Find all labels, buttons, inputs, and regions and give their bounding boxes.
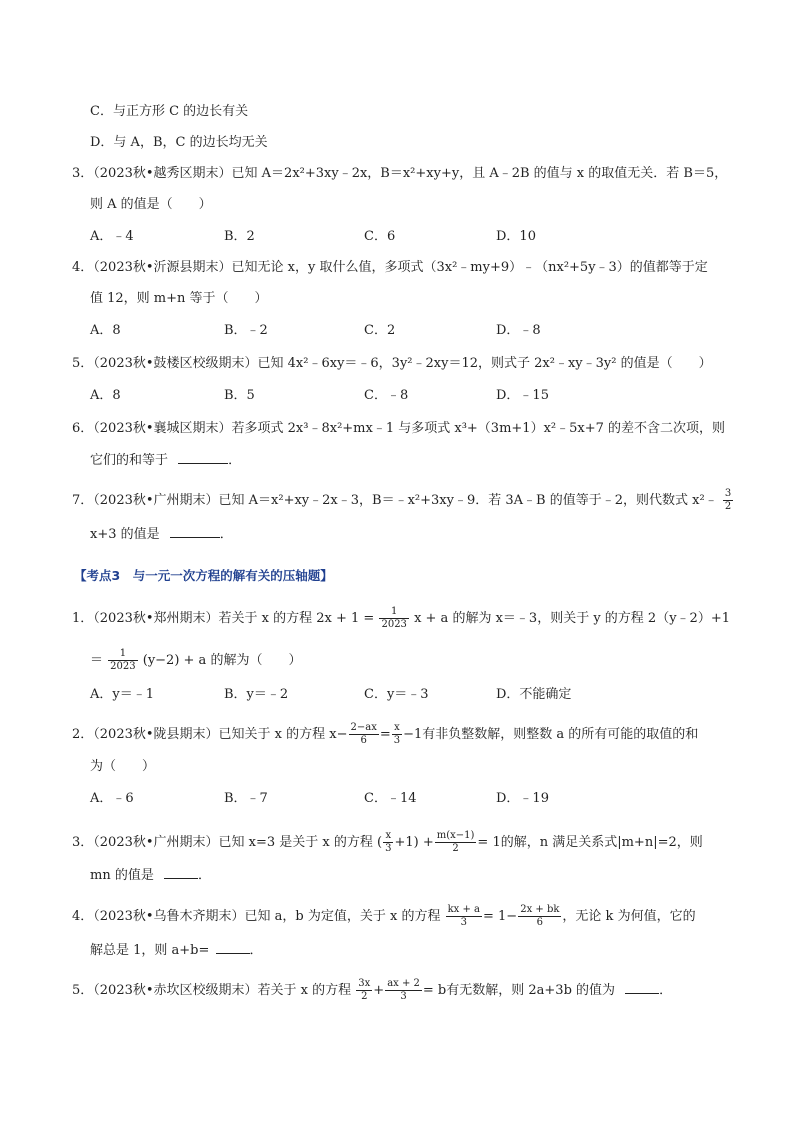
question-3-line-1: 3．（2023秋•越秀区期末）已知 A＝2x²+3xy﹣2x，B＝x²+xy+y，且 A﹣2B 的值与 x 的取值无关．若 B＝5， bbox=[72, 166, 728, 181]
fraction: $\frac{3x}{2}$ bbox=[358, 978, 371, 1002]
text: 有非负整数解，则整数 a 的所有可能的取值的和 bbox=[422, 727, 699, 742]
period: ． bbox=[249, 943, 263, 958]
text: 的解为 x＝﹣3，则关于 y 的方程 2（y﹣2）+1 bbox=[452, 611, 730, 626]
text: 的解为（ ） bbox=[210, 653, 302, 668]
period: ． bbox=[197, 868, 211, 883]
answer-blank[interactable] bbox=[170, 525, 220, 538]
text: 3．（2023秋•广州期末）已知 x=3 是关于 x 的方程 bbox=[72, 835, 373, 850]
s3-question-2-line-2: 为（ ） bbox=[90, 759, 156, 774]
question-7-text: 7．（2023秋•广州期末）已知 A＝x²+xy﹣2x﹣3，B＝﹣x²+3xy﹣9．若 3A﹣B 的值等于﹣2，则代数式 x²﹣ bbox=[72, 493, 718, 508]
option: C．﹣14 bbox=[364, 791, 417, 806]
period: ． bbox=[228, 453, 242, 468]
period: ． bbox=[219, 527, 233, 542]
s3-question-3-line-2 bbox=[90, 866, 211, 885]
equation: = 1− bbox=[483, 909, 518, 924]
equation: x− bbox=[329, 727, 348, 742]
option-d: D．与 A，B，C 的边长均无关 bbox=[90, 135, 268, 150]
fraction: $\frac{x}{3}$ bbox=[393, 722, 401, 746]
equation: 2x + 1 = bbox=[316, 611, 375, 626]
text: 5．（2023秋•赤坎区校级期末）若关于 x 的方程 bbox=[72, 983, 352, 998]
fraction: $\frac{ax + 2}{3}$ bbox=[387, 978, 420, 1002]
option: A．y＝﹣1 bbox=[90, 687, 155, 702]
question-6-line-1: 6．（2023秋•襄城区期末）若多项式 2x³﹣8x²+mx﹣1 与多项式 x³+（3m+1）x²﹣5x+7 的差不含二次项，则 bbox=[72, 421, 726, 436]
question-5-line-1: 5．（2023秋•鼓楼区校级期末）已知 4x²﹣6xy＝﹣6，3y²﹣2xy＝12，则式子 2x²﹣xy﹣3y² 的值是（ ） bbox=[72, 356, 712, 371]
option: C．6 bbox=[364, 229, 396, 244]
text: 有无数解，则 2a+3b 的值为 bbox=[446, 983, 616, 998]
question-4-line-2: 值 12，则 m+n 等于（ ） bbox=[90, 291, 268, 306]
answer-blank[interactable] bbox=[216, 941, 250, 954]
section-title: 【考点3 与一元一次方程的解有关的压轴题】 bbox=[74, 568, 333, 583]
question-7-text-2: x+3 的值是 bbox=[90, 527, 160, 542]
equation: −1 bbox=[403, 727, 423, 742]
equation: ( bbox=[377, 835, 383, 850]
option: D．不能确定 bbox=[496, 687, 572, 702]
option: B．5 bbox=[224, 388, 255, 403]
option: D．10 bbox=[496, 229, 536, 244]
s3-question-1-line-2 bbox=[90, 648, 301, 673]
text: 1．（2023秋•郑州期末）若关于 x 的方程 bbox=[72, 611, 313, 626]
option: D．﹣8 bbox=[496, 323, 541, 338]
equation: + bbox=[373, 983, 385, 998]
question-7-line-2 bbox=[90, 525, 233, 544]
period: ． bbox=[659, 983, 673, 998]
s3-question-3-line-1 bbox=[72, 830, 703, 855]
fraction: $\frac{2-ax}{6}$ bbox=[350, 722, 377, 746]
text: 2．（2023秋•陇县期末）已知关于 x 的方程 bbox=[72, 727, 326, 742]
s3-question-4-line-1 bbox=[72, 904, 696, 929]
question-7-line-1 bbox=[72, 488, 734, 513]
fraction: $\frac{1}{2023}$ bbox=[110, 648, 136, 672]
option: A．8 bbox=[90, 323, 121, 338]
fraction: $\frac{x}{3}$ bbox=[385, 830, 392, 854]
text: 的解，n 满足关系式|m+n|=2，则 bbox=[500, 835, 703, 850]
s3-question-5-line-1 bbox=[72, 978, 672, 1003]
equation: = 1 bbox=[477, 835, 501, 850]
equation: (y−2) + a bbox=[142, 653, 207, 668]
text: 解总是 1，则 a+b= bbox=[90, 943, 210, 958]
option: D．﹣19 bbox=[496, 791, 549, 806]
question-6-line-2 bbox=[90, 451, 241, 470]
option: B．2 bbox=[224, 229, 255, 244]
equation: = bbox=[379, 727, 391, 742]
equation: +1) + bbox=[394, 835, 434, 850]
option: A．﹣4 bbox=[90, 229, 134, 244]
question-4-line-1: 4．（2023秋•沂源县期末）已知无论 x，y 取什么值，多项式（3x²﹣my+9）﹣（nx²+5y﹣3）的值都等于定 bbox=[72, 260, 708, 275]
answer-blank[interactable] bbox=[164, 866, 198, 879]
option: A．8 bbox=[90, 388, 121, 403]
fraction: $\frac{kx + a}{3}$ bbox=[447, 904, 481, 928]
answer-blank[interactable] bbox=[625, 981, 659, 994]
question-6-text: 它们的和等于 bbox=[90, 453, 169, 468]
question-3-line-2: 则 A 的值是（ ） bbox=[90, 197, 212, 212]
option: C．y＝﹣3 bbox=[364, 687, 429, 702]
fraction: $\frac{2x + bk}{6}$ bbox=[520, 904, 560, 928]
equation: = b bbox=[422, 983, 447, 998]
option: C．2 bbox=[364, 323, 396, 338]
s3-question-4-line-2 bbox=[90, 941, 263, 960]
s3-question-2-line-1 bbox=[72, 722, 698, 747]
text: 4．（2023秋•乌鲁木齐期末）已知 a，b 为定值，关于 x 的方程 bbox=[72, 909, 441, 924]
answer-blank[interactable] bbox=[178, 451, 228, 464]
fraction: $\frac{3}{2}$ bbox=[724, 488, 732, 512]
text: mn 的值是 bbox=[90, 868, 154, 883]
option: B．y＝﹣2 bbox=[224, 687, 289, 702]
option: B．﹣7 bbox=[224, 791, 268, 806]
option: B．﹣2 bbox=[224, 323, 268, 338]
option: A．﹣6 bbox=[90, 791, 134, 806]
option: D．﹣15 bbox=[496, 388, 549, 403]
text: ＝ bbox=[90, 653, 104, 668]
equation: x + a bbox=[414, 611, 449, 626]
fraction: $\frac{1}{2023}$ bbox=[381, 606, 407, 630]
s3-question-1-line-1 bbox=[72, 606, 730, 631]
option-c: C．与正方形 C 的边长有关 bbox=[90, 104, 249, 119]
option: C．﹣8 bbox=[364, 388, 409, 403]
fraction: $\frac{m(x-1)}{2}$ bbox=[436, 830, 475, 854]
text: ，无论 k 为何值，它的 bbox=[562, 909, 696, 924]
